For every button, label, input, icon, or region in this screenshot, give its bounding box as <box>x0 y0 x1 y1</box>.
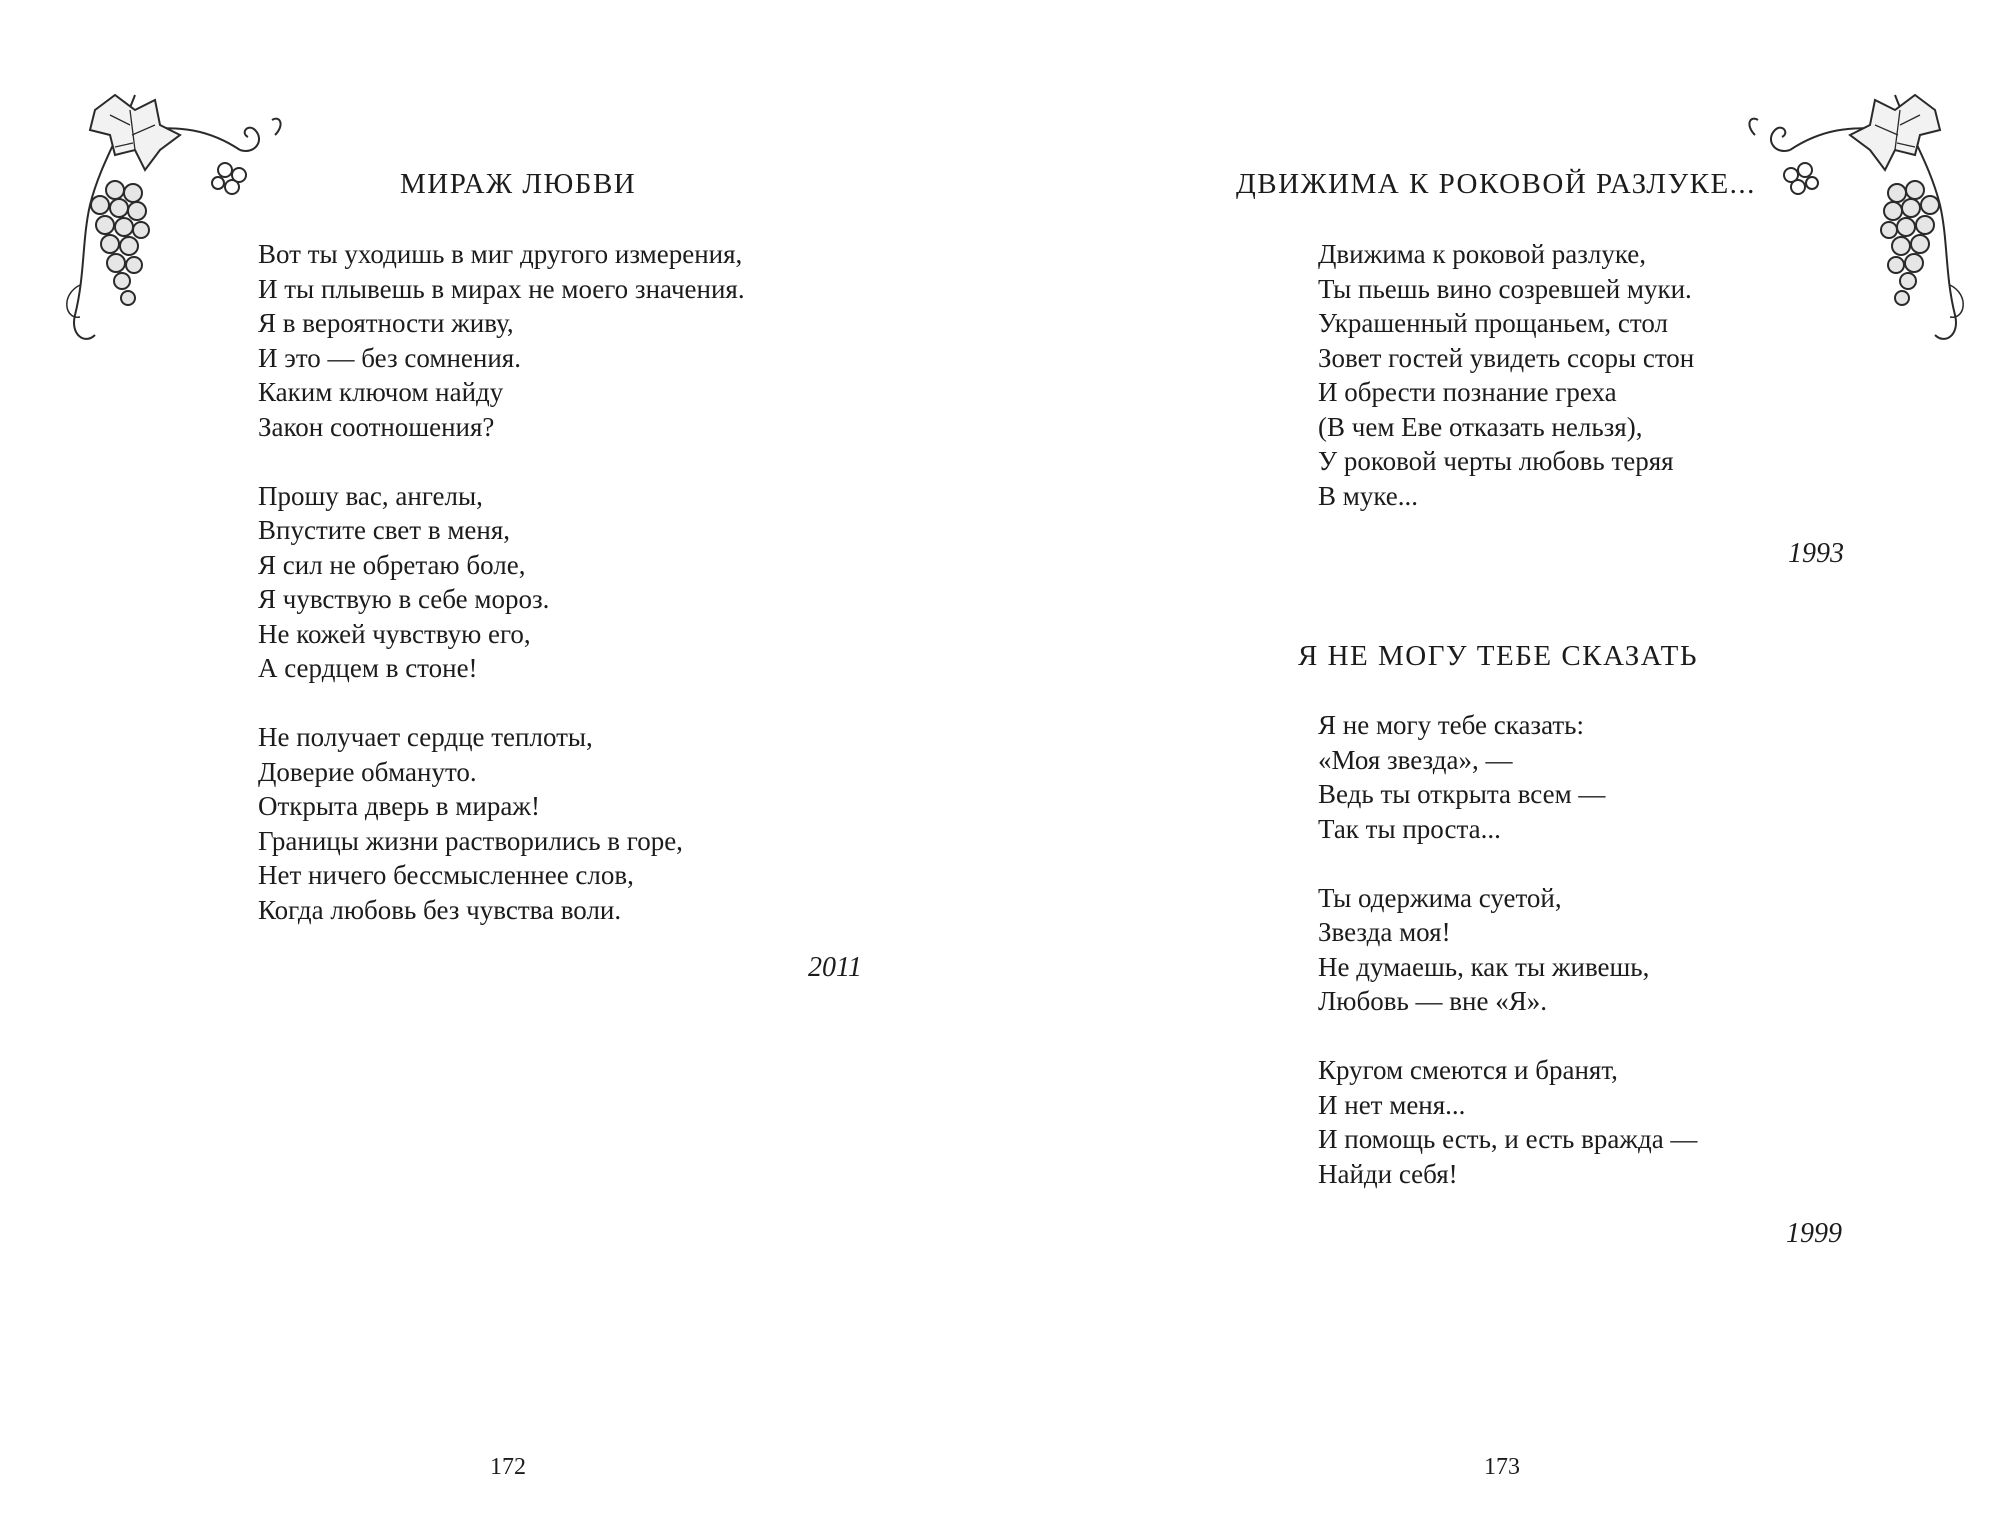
poem-line: Ведь ты открыта всем — <box>1318 779 1606 809</box>
page-number: 173 <box>1484 1454 1520 1480</box>
page-number: 172 <box>490 1454 526 1480</box>
poem-line: Украшенный прощаньем, стол <box>1318 308 1668 338</box>
poem-line: У роковой черты любовь теряя <box>1318 446 1674 476</box>
poem-line: Границы жизни растворились в горе, <box>258 825 683 856</box>
poem-line: Вот ты уходишь в миг другого измерения, <box>258 239 743 269</box>
poem-line: Кругом смеются и бранят, <box>1318 1055 1618 1085</box>
stanza <box>1318 708 1697 846</box>
poem-line: Доверие обмануто. <box>258 756 477 787</box>
poem-line: Звезда моя! <box>1318 917 1451 947</box>
poem-line: Я чувствую в себе мороз. <box>258 584 550 614</box>
stanza <box>258 237 745 444</box>
grapevine-ornament-icon <box>40 55 290 355</box>
poem-line: Не получает сердце теплоты, <box>258 722 593 752</box>
stanza <box>1318 237 1694 513</box>
stanza <box>1318 1053 1697 1191</box>
poem-line: И помощь есть, и есть вражда — <box>1318 1124 1698 1154</box>
poem-line: Зовет гостей увидеть ссоры стон <box>1318 342 1695 373</box>
poem-body <box>1318 708 1697 1191</box>
poem-title: ДВИЖИМА К РОКОВОЙ РАЗЛУКЕ... <box>1236 168 1756 200</box>
poem-line: А сердцем в стоне! <box>258 653 478 683</box>
poem-title: Я НЕ МОГУ ТЕБЕ СКАЗАТЬ <box>1298 640 1699 672</box>
poem-body <box>258 237 745 927</box>
poem-line: Ты пьешь вино созревшей муки. <box>1318 273 1692 304</box>
poem-line: Прошу вас, ангелы, <box>258 480 483 511</box>
poem-line: Не думаешь, как ты живешь, <box>1318 951 1650 982</box>
poem-year: 1993 <box>1788 538 1844 569</box>
stanza <box>258 720 745 927</box>
poem-line: Когда любовь без чувства воли. <box>258 894 622 925</box>
poem-line: Я в вероятности живу, <box>258 308 514 338</box>
poem-line: Ты одержима суетой, <box>1318 882 1562 913</box>
poem-line: Я не могу тебе сказать: <box>1318 710 1584 740</box>
poem-line: Я сил не обретаю боле, <box>258 549 526 580</box>
stanza <box>1318 881 1697 1019</box>
poem-line: Любовь — вне «Я». <box>1318 986 1547 1016</box>
poem-body <box>1318 237 1694 513</box>
stanza <box>258 479 745 686</box>
poem-line: И ты плывешь в мирах не моего значения. <box>258 273 745 304</box>
poem-line: Найди себя! <box>1318 1158 1458 1189</box>
poem-line: Движима к роковой разлуке, <box>1318 239 1647 269</box>
poem-line: Каким ключом найду <box>258 377 504 407</box>
poem-line: И нет меня... <box>1318 1089 1466 1120</box>
poem-line: Так ты проста... <box>1318 813 1501 844</box>
poem-line: И обрести познание греха <box>1318 377 1617 407</box>
poem-title: МИРАЖ ЛЮБВИ <box>400 168 637 200</box>
poem-year: 1999 <box>1786 1218 1842 1249</box>
poem-line: Открыта дверь в мираж! <box>258 791 540 821</box>
poem-line: В муке... <box>1318 480 1419 511</box>
poem-line: Закон соотношения? <box>258 411 495 442</box>
poem-line: «Моя звезда», — <box>1318 744 1513 775</box>
grapevine-ornament-icon <box>1740 55 1990 355</box>
poem-year: 2011 <box>808 952 862 983</box>
poem-line: (В чем Еве отказать нельзя), <box>1318 411 1643 442</box>
poem-line: Не кожей чувствую его, <box>258 618 531 649</box>
poem-line: Впустите свет в меня, <box>258 515 511 545</box>
poem-line: И это — без сомнения. <box>258 342 521 373</box>
poem-line: Нет ничего бессмысленнее слов, <box>258 860 634 890</box>
